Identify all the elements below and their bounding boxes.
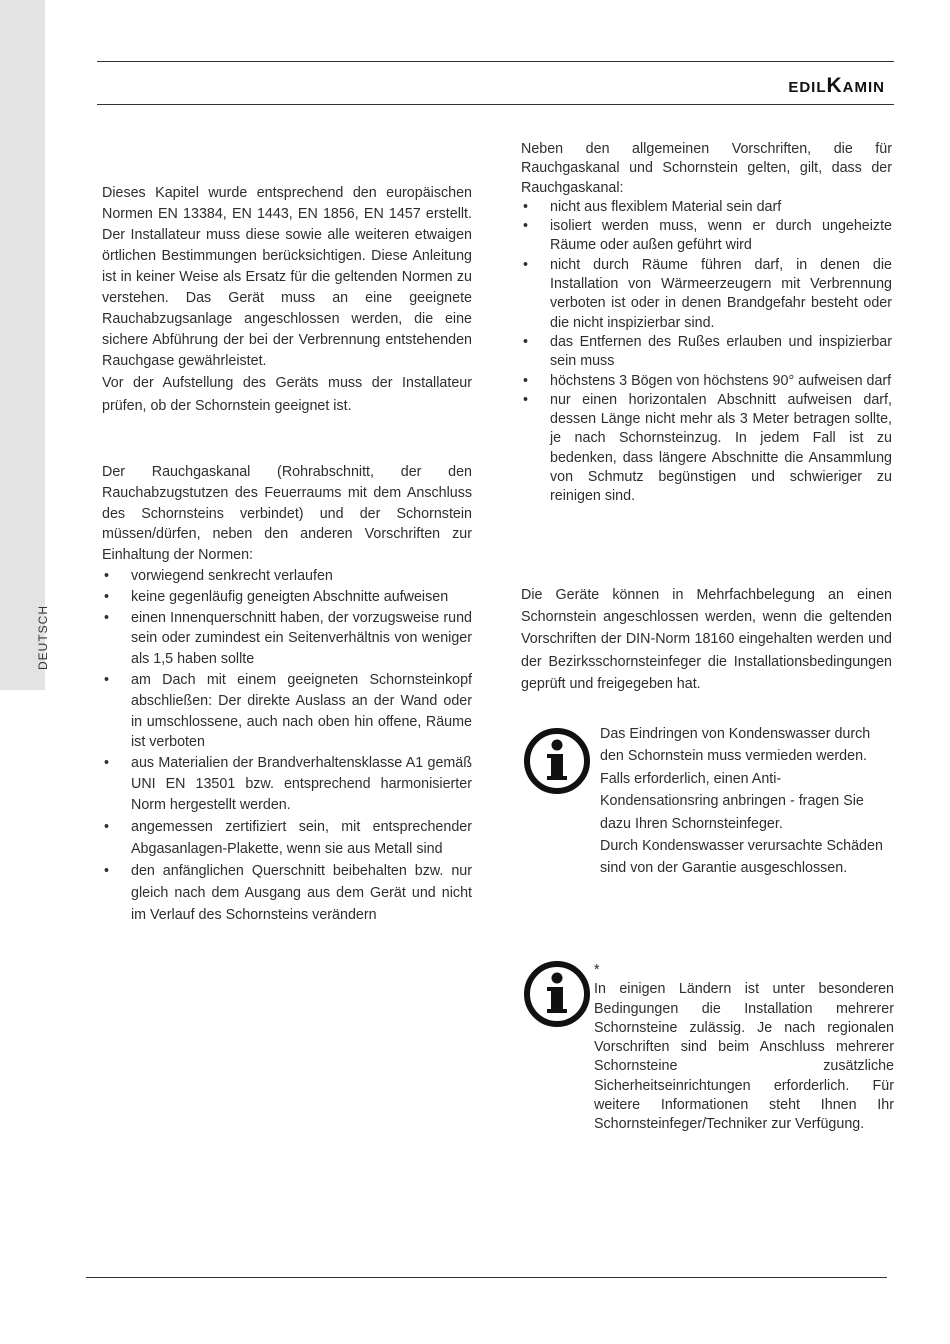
list-item: • nicht durch Räume führen darf, in denen die Installation von Wärmeerzeugern mit Verbrennung verboten ist oder in denen Brandgefahr besteht oder die nicht inspizierbar sind. — [521, 256, 892, 333]
multi-connection-paragraph: Die Geräte können in Mehrfachbelegung an einen Schornstein angeschlossen werden, wenn die geltenden Vorschriften der DIN-Norm 18160 eingehalten werden und der Bezirksschornsteinfeger die Installationsbedingungen geprüft und freigegeben hat. — [521, 587, 892, 692]
multi-connection-block — [521, 584, 892, 695]
header-rule-bottom — [97, 104, 894, 105]
multiple-chimneys-note — [594, 961, 894, 1135]
list-item: • keine gegenläufig geneigten Abschnitte aufweisen — [102, 587, 472, 608]
list-item: • nur einen horizontalen Abschnitt aufweisen darf, dessen Länge nicht mehr als 3 Meter betragen sollte, je nach Schornsteinzug. In jedem Fall ist zu bedenken, dass längere Abschnitte die Ansammlung von Schmutz begünstigen und schwieriger zu reinigen sind. — [521, 391, 892, 507]
list-item: • am Dach mit einem geeigneten Schornsteinkopf abschließen: Der direkte Auslass an der Wand oder in umschlossene, auch nach oben hin offene, Räume ist verboten — [102, 670, 472, 753]
list-item: • isoliert werden muss, wenn er durch ungeheizte Räume oder außen geführt wird — [521, 217, 892, 256]
language-label: DEUTSCH — [36, 604, 50, 670]
note-asterisk: * — [594, 962, 600, 978]
chimney-intro: Der Rauchgaskanal (Rohrabschnitt, der den Rauchabzugstutzen des Feuerraums mit dem Anschluss des Schornsteins verbindet) und der Schornstein müssen/dürfen, neben den anderen Vorschriften zur Einhaltung der Normen: — [102, 464, 472, 564]
intro-paragraph-2: Vor der Aufstellung des Geräts muss der Installateur prüfen, ob der Schornstein geeignet ist. — [102, 375, 472, 414]
intro-paragraph-1: Dieses Kapitel wurde entsprechend den europäischen Normen EN 13384, EN 1443, EN 1856, EN 1457 erstellt. Der Installateur muss diese sowie alle weiteren etwaigen örtlichen Bestimmungen berücksichtigen. Diese Anleitung ist in keiner Weise als Ersatz für die geltenden Normen zu verstehen. Das Gerät muss an eine geeignete Rauchabzugsanlage angeschlossen werden, die eine sichere Abführung der bei der Verbrennung entstehenden Rauchgase gewährleistet. — [102, 185, 472, 369]
intro-block — [102, 183, 472, 418]
condensation-note — [600, 723, 895, 880]
list-item: • aus Materialien der Brandverhaltensklasse A1 gemäß UNI EN 13501 bzw. entsprechend harmonisierter Norm hergestellt werden. — [102, 753, 472, 815]
list-item: • das Entfernen des Rußes erlauben und inspizierbar sein muss — [521, 333, 892, 372]
brand-part-2: K — [826, 74, 843, 97]
condensation-note-text: Das Eindringen von Kondenswasser durch den Schornstein muss vermieden werden. Falls erforderlich, einen Anti-Kondensationsring anbringen - fragen Sie dazu Ihren Schornsteinfeger. — [600, 726, 871, 832]
brand-part-1: EDIL — [788, 79, 827, 96]
footer-rule — [86, 1277, 887, 1278]
warranty-note-text: Durch Kondenswasser verursachte Schäden sind von der Garantie ausgeschlossen. — [600, 838, 883, 877]
list-item: • angemessen zertifiziert sein, mit entsprechender Abgasanlagen-Plakette, wenn sie aus Metall sind — [102, 816, 472, 860]
list-item: • nicht aus flexiblem Material sein darf — [521, 198, 892, 217]
list-item: • höchstens 3 Bögen von höchstens 90° aufweisen darf — [521, 372, 892, 391]
chimney-requirements — [102, 462, 472, 926]
flue-requirements — [521, 140, 892, 507]
brand-logo — [788, 74, 885, 98]
list-item: • vorwiegend senkrecht verlaufen — [102, 566, 472, 587]
list-item: • einen Innenquerschnitt haben, der vorzugsweise rund sein oder zumindest ein Seitenverhältnis von weniger als 1,5 haben sollte — [102, 608, 472, 670]
flue-bullet-list — [521, 198, 892, 507]
info-icon — [523, 727, 591, 795]
list-item: • den anfänglichen Querschnitt beibehalten bzw. nur gleich nach dem Ausgang aus dem Gerät und nicht im Verlauf des Schornsteins verändern — [102, 860, 472, 926]
flue-intro: Neben den allgemeinen Vorschriften, die für Rauchgaskanal und Schornstein gelten, gilt, dass der Rauchgaskanal: — [521, 141, 892, 196]
chimney-bullet-list — [102, 566, 472, 926]
header-rule-top — [97, 61, 894, 62]
multiple-chimneys-note-text: In einigen Ländern ist unter besonderen Bedingungen die Installation mehrerer Schornsteine zulässig. Je nach regionalen Vorschriften sind beim Anschluss mehrerer Schornsteine zusätzliche Sicherheitseinrichtungen erforderlich. Für weitere Informationen steht Ihnen Ihr Schornsteinfeger/Techniker zur Verfügung. — [594, 981, 894, 1133]
language-side-tab — [0, 0, 45, 690]
brand-part-3: AMIN — [842, 79, 885, 96]
info-icon — [523, 960, 591, 1028]
